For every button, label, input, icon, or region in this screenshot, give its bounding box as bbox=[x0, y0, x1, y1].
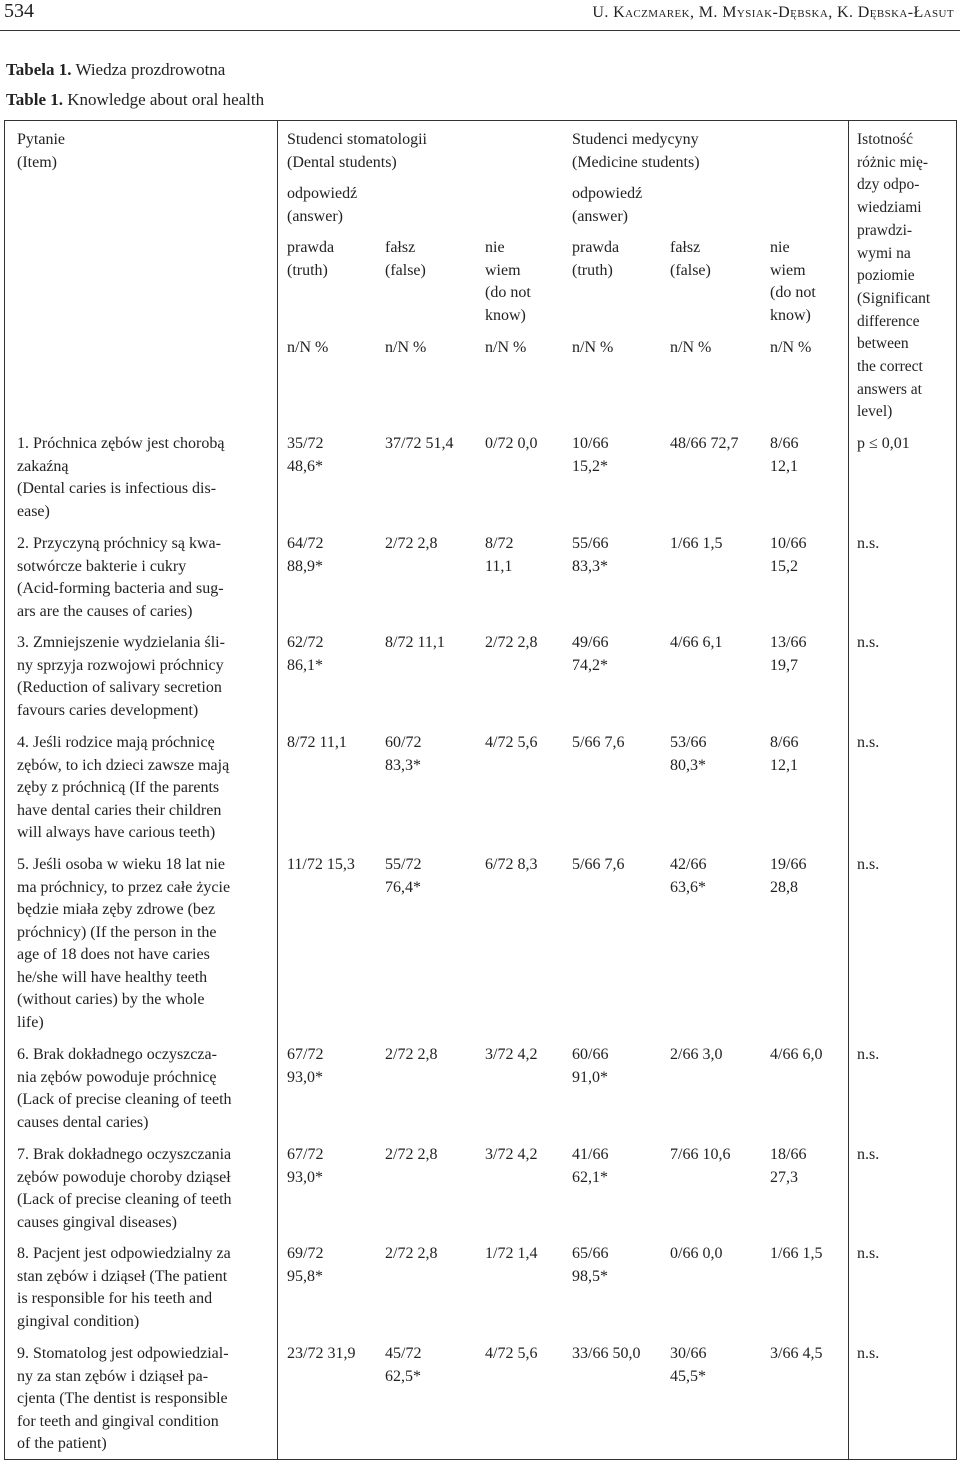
cell-medicine-truth: 5/66 7,6 bbox=[572, 856, 625, 873]
cell-medicine-truth: 60/66 91,0* bbox=[572, 1046, 609, 1086]
cell-dental-false: 60/72 83,3* bbox=[385, 734, 422, 774]
cell-item: 4. Jeśli rodzice mają próchnicę zębów, to ich dzieci zawsze mają zęby z próchnicą (If the parents have dental caries their children will always have carious teeth) bbox=[17, 734, 230, 841]
page-number: 534 bbox=[4, 0, 34, 22]
header-nN: n/N % bbox=[287, 339, 329, 356]
cell-dental-dont-know: 6/72 8,3 bbox=[485, 856, 538, 873]
cell-medicine-truth: 10/66 15,2* bbox=[572, 435, 609, 475]
cell-medicine-false: 30/66 45,5* bbox=[670, 1345, 707, 1385]
caption-polish bbox=[6, 60, 225, 80]
cell-item: 9. Stomatolog jest odpowiedzial- ny za stan zębów i dziąseł pa- cjenta (The dentist is responsible for teeth and gingival condition of the patient) bbox=[17, 1345, 229, 1452]
running-head: U. Kaczmarek, M. Mysiak-Dębska, K. Dębska-Łasut bbox=[592, 4, 954, 21]
cell-medicine-dont-know: 8/66 12,1 bbox=[770, 734, 799, 774]
cell-dental-truth: 67/72 93,0* bbox=[287, 1146, 324, 1186]
cell-dental-false: 2/72 2,8 bbox=[385, 1245, 438, 1262]
cell-dental-truth: 67/72 93,0* bbox=[287, 1046, 324, 1086]
cell-dental-false: 37/72 51,4 bbox=[385, 435, 454, 452]
header-dental-false: fałsz (false) bbox=[385, 239, 426, 279]
cell-dental-truth: 11/72 15,3 bbox=[287, 856, 355, 873]
cell-medicine-truth: 55/66 83,3* bbox=[572, 535, 609, 575]
cell-item: 7. Brak dokładnego oczyszczania zębów powoduje choroby dziąseł (Lack of precise cleaning of teeth causes gingival diseases) bbox=[17, 1146, 232, 1231]
cell-dental-truth: 62/72 86,1* bbox=[287, 634, 324, 674]
cell-medicine-dont-know: 18/66 27,3 bbox=[770, 1146, 807, 1186]
cell-dental-dont-know: 2/72 2,8 bbox=[485, 634, 538, 651]
cell-medicine-false: 2/66 3,0 bbox=[670, 1046, 723, 1063]
cell-medicine-false: 7/66 10,6 bbox=[670, 1146, 731, 1163]
cell-significance: n.s. bbox=[857, 634, 880, 651]
cell-dental-dont-know: 4/72 5,6 bbox=[485, 734, 538, 751]
cell-medicine-false: 1/66 1,5 bbox=[670, 535, 723, 552]
cell-significance: n.s. bbox=[857, 1245, 880, 1262]
cell-medicine-truth: 65/66 98,5* bbox=[572, 1245, 609, 1285]
header-nN: n/N % bbox=[670, 339, 712, 356]
cell-significance: p ≤ 0,01 bbox=[857, 435, 910, 452]
knowledge-table bbox=[4, 120, 957, 1460]
header-dental-truth: prawda (truth) bbox=[287, 239, 335, 279]
cell-medicine-dont-know: 19/66 28,8 bbox=[770, 856, 807, 896]
header-medicine-false: fałsz (false) bbox=[670, 239, 711, 279]
header-significance: Istotność różnic mię- dzy odpo- wiedziami prawdzi- wymi na poziomie (Significant difference between the correct answers at level) bbox=[857, 131, 931, 421]
header-dental-students: Studenci stomatologii (Dental students) bbox=[287, 131, 427, 171]
cell-dental-dont-know: 0/72 0,0 bbox=[485, 435, 538, 452]
cell-dental-truth: 69/72 95,8* bbox=[287, 1245, 324, 1285]
caption-english bbox=[6, 90, 264, 110]
cell-medicine-dont-know: 8/66 12,1 bbox=[770, 435, 799, 475]
cell-medicine-dont-know: 10/66 15,2 bbox=[770, 535, 807, 575]
cell-dental-truth: 64/72 88,9* bbox=[287, 535, 324, 575]
cell-item: 3. Zmniejszenie wydzielania śli- ny sprzyja rozwojowi próchnicy (Reduction of salivary secretion favours caries development) bbox=[17, 634, 225, 719]
cell-medicine-false: 0/66 0,0 bbox=[670, 1245, 723, 1262]
header-medicine-students: Studenci medycyny (Medicine students) bbox=[572, 131, 700, 171]
page-header bbox=[0, 0, 960, 31]
cell-medicine-false: 42/66 63,6* bbox=[670, 856, 707, 896]
caption-label-pl: Tabela 1. bbox=[6, 60, 72, 79]
cell-medicine-false: 53/66 80,3* bbox=[670, 734, 707, 774]
cell-dental-false: 2/72 2,8 bbox=[385, 1046, 438, 1063]
cell-significance: n.s. bbox=[857, 734, 880, 751]
cell-medicine-false: 48/66 72,7 bbox=[670, 435, 739, 452]
cell-medicine-dont-know: 13/66 19,7 bbox=[770, 634, 807, 674]
cell-dental-truth: 8/72 11,1 bbox=[287, 734, 347, 751]
cell-dental-dont-know: 4/72 5,6 bbox=[485, 1345, 538, 1362]
header-medicine-answer: odpowiedź (answer) bbox=[572, 185, 643, 225]
column-divider bbox=[277, 121, 278, 1459]
cell-dental-truth: 35/72 48,6* bbox=[287, 435, 324, 475]
cell-significance: n.s. bbox=[857, 856, 880, 873]
cell-dental-dont-know: 3/72 4,2 bbox=[485, 1046, 538, 1063]
cell-medicine-truth: 49/66 74,2* bbox=[572, 634, 609, 674]
cell-significance: n.s. bbox=[857, 535, 880, 552]
caption-label-en: Table 1. bbox=[6, 90, 64, 109]
header-item: Pytanie (Item) bbox=[17, 131, 65, 171]
cell-medicine-dont-know: 1/66 1,5 bbox=[770, 1245, 823, 1262]
cell-dental-false: 2/72 2,8 bbox=[385, 1146, 438, 1163]
header-dental-dont-know: nie wiem (do not know) bbox=[485, 239, 531, 324]
cell-dental-false: 8/72 11,1 bbox=[385, 634, 445, 651]
cell-significance: n.s. bbox=[857, 1046, 880, 1063]
cell-dental-false: 45/72 62,5* bbox=[385, 1345, 422, 1385]
cell-dental-dont-know: 3/72 4,2 bbox=[485, 1146, 538, 1163]
cell-medicine-dont-know: 3/66 4,5 bbox=[770, 1345, 823, 1362]
cell-significance: n.s. bbox=[857, 1146, 880, 1163]
cell-item: 8. Pacjent jest odpowiedzialny za stan zębów i dziąseł (The patient is responsible for his teeth and gingival condition) bbox=[17, 1245, 231, 1330]
cell-item: 6. Brak dokładnego oczyszcza- nia zębów powoduje próchnicę (Lack of precise cleaning of teeth causes dental caries) bbox=[17, 1046, 232, 1131]
caption-title-en: Knowledge about oral health bbox=[67, 90, 265, 109]
cell-medicine-truth: 33/66 50,0 bbox=[572, 1345, 641, 1362]
header-dental-answer: odpowiedź (answer) bbox=[287, 185, 358, 225]
cell-medicine-false: 4/66 6,1 bbox=[670, 634, 723, 651]
header-medicine-truth: prawda (truth) bbox=[572, 239, 620, 279]
cell-dental-dont-know: 8/72 11,1 bbox=[485, 535, 514, 575]
header-medicine-dont-know: nie wiem (do not know) bbox=[770, 239, 816, 324]
cell-significance: n.s. bbox=[857, 1345, 880, 1362]
cell-item: 5. Jeśli osoba w wieku 18 lat nie ma próchnicy, to przez całe życie będzie miała zęby zdrowe (bez próchnicy) (If the person in the age of 18 does not have caries he/she will have healthy teeth (without caries) by the whole life) bbox=[17, 856, 231, 1031]
column-divider bbox=[848, 121, 849, 1459]
cell-medicine-dont-know: 4/66 6,0 bbox=[770, 1046, 823, 1063]
cell-item: 1. Próchnica zębów jest chorobą zakaźną (Dental caries is infectious dis- ease) bbox=[17, 435, 225, 520]
header-nN: n/N % bbox=[385, 339, 427, 356]
caption-title-pl: Wiedza prozdrowotna bbox=[75, 60, 226, 79]
header-nN: n/N % bbox=[572, 339, 614, 356]
cell-dental-truth: 23/72 31,9 bbox=[287, 1345, 356, 1362]
cell-dental-false: 55/72 76,4* bbox=[385, 856, 422, 896]
cell-dental-false: 2/72 2,8 bbox=[385, 535, 438, 552]
header-nN: n/N % bbox=[485, 339, 527, 356]
cell-dental-dont-know: 1/72 1,4 bbox=[485, 1245, 538, 1262]
header-nN: n/N % bbox=[770, 339, 812, 356]
cell-medicine-truth: 5/66 7,6 bbox=[572, 734, 625, 751]
cell-medicine-truth: 41/66 62,1* bbox=[572, 1146, 609, 1186]
cell-item: 2. Przyczyną próchnicy są kwa- sotwórcze bakterie i cukry (Acid-forming bacteria and sug- ars are the causes of caries) bbox=[17, 535, 224, 620]
